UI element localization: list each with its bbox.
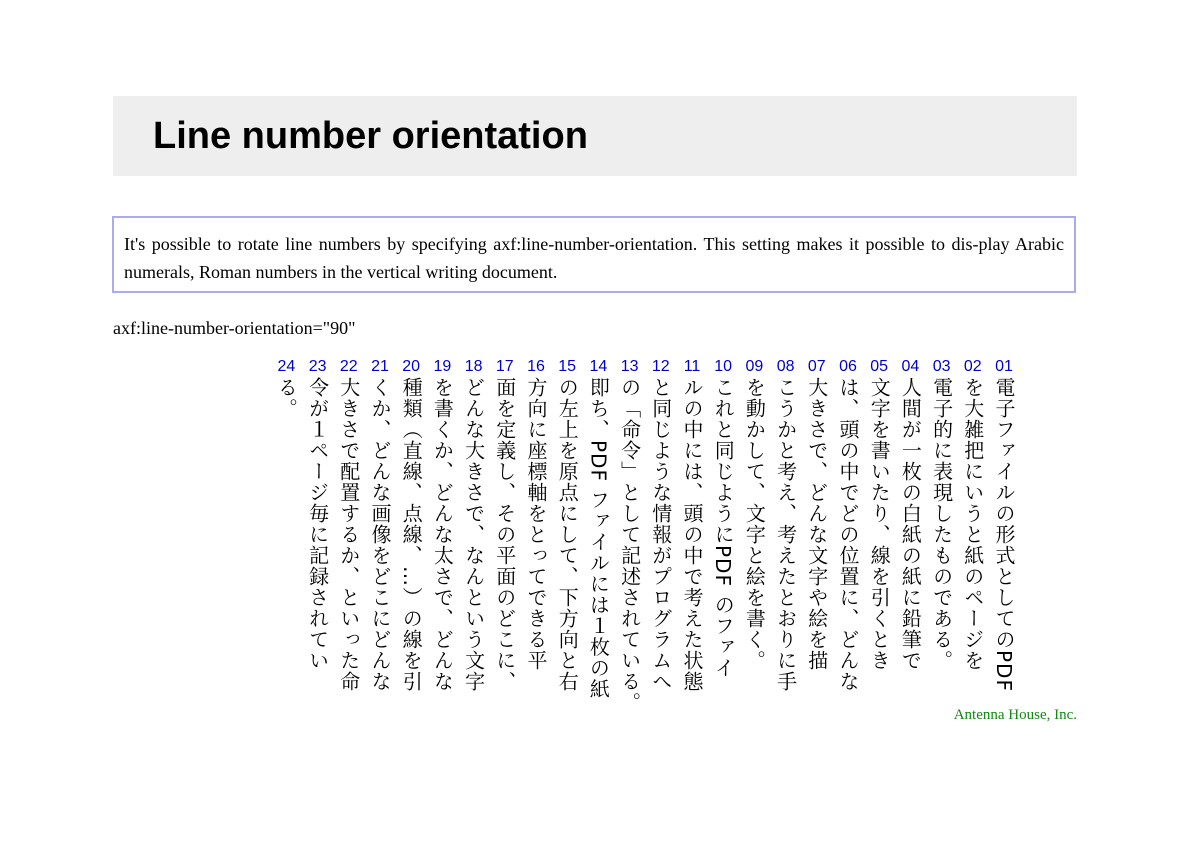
line-number: 06 — [839, 358, 857, 375]
line-number: 03 — [932, 358, 951, 375]
line-text: 人間が一枚の白紙の紙に鉛筆で — [898, 377, 923, 671]
line-text: 大きさで配置するか、といった命 — [336, 377, 361, 692]
line-number: 08 — [776, 358, 795, 375]
line-text: 電子的に表現したものである。 — [929, 377, 954, 671]
vertical-line — [958, 357, 988, 692]
description-text: It's possible to rotate line numbers by specifying axf:line-number-orientation. This setting makes it possible to dis-play Arabic numerals, Roman numbers in the vertical writing document. — [124, 234, 1064, 282]
line-number: 05 — [870, 358, 889, 375]
vertical-text-block — [274, 357, 1019, 713]
line-number: 21 — [371, 358, 389, 375]
description-box — [112, 216, 1076, 293]
vertical-line — [833, 357, 863, 692]
line-number: 22 — [339, 358, 358, 375]
line-text: 即ち、PDF ファイルには１枚の紙 — [586, 377, 611, 700]
line-number: 04 — [901, 358, 920, 375]
line-number: 02 — [963, 358, 982, 375]
line-number: 15 — [558, 358, 577, 375]
vertical-line — [895, 357, 925, 692]
line-text: これと同じようにPDF のファイ — [711, 377, 736, 679]
vertical-line — [459, 357, 489, 692]
vertical-line — [365, 357, 395, 692]
line-number: 19 — [433, 358, 452, 375]
line-number: 20 — [402, 358, 421, 375]
line-text: を大雑把にいうと紙のページを — [960, 377, 985, 671]
line-text: どんな大きさで、なんという文字 — [461, 377, 486, 692]
vertical-line — [615, 357, 645, 713]
vertical-line — [334, 357, 364, 692]
line-text: 種類（直線、点線、…）の線を引 — [399, 377, 424, 692]
vertical-line — [677, 357, 707, 692]
line-number: 11 — [683, 358, 701, 375]
line-number: 12 — [651, 358, 670, 375]
line-text: 大きさで、どんな文字や絵を描 — [804, 377, 829, 671]
vertical-line — [396, 357, 426, 692]
line-text: 文字を書いたり、線を引くとき — [867, 377, 892, 671]
vertical-line — [989, 357, 1019, 692]
line-text: 令が１ページ毎に記録されてい — [305, 377, 330, 671]
line-text: る。 — [274, 377, 299, 419]
line-number: 07 — [807, 358, 826, 375]
line-text: 面を定義し、その平面のどこに、 — [492, 377, 517, 692]
vertical-line — [271, 357, 301, 692]
vertical-line — [552, 357, 582, 692]
orientation-example-label: axf:line-number-orientation="90" — [113, 318, 356, 338]
line-text: の「命令」として記述されている。 — [617, 377, 642, 713]
line-text: の左上を原点にして、下方向と右 — [555, 377, 580, 692]
page-title: Line number orientation — [153, 115, 588, 157]
line-number: 18 — [464, 358, 483, 375]
vertical-line — [303, 357, 333, 692]
line-text: 電子ファイルの形式としてのPDF — [992, 377, 1016, 692]
line-number: 01 — [995, 358, 1013, 375]
vertical-line — [802, 357, 832, 692]
line-number: 09 — [745, 358, 764, 375]
vertical-line — [927, 357, 957, 692]
line-number: 24 — [277, 358, 296, 375]
vertical-line — [583, 357, 613, 700]
line-text: くか、どんな画像をどこにどんな — [368, 377, 392, 692]
vertical-line — [427, 357, 457, 692]
vertical-line — [490, 357, 520, 692]
line-text: を動かして、文字と絵を書く。 — [742, 377, 767, 671]
line-number: 13 — [620, 358, 639, 375]
line-text: と同じような情報がプログラムへ — [648, 377, 673, 692]
vertical-line — [521, 357, 551, 692]
line-text: ルの中には、頭の中で考えた状態 — [680, 377, 704, 692]
line-number: 14 — [589, 358, 608, 375]
line-number: 16 — [527, 358, 545, 375]
line-text: は、頭の中でどの位置に、どんな — [836, 377, 860, 692]
vertical-line — [771, 357, 801, 692]
title-band — [113, 96, 1077, 176]
vertical-line — [739, 357, 769, 692]
line-text: を書くか、どんな太さで、どんな — [430, 377, 455, 692]
footer-company: Antenna House, Inc. — [953, 707, 1077, 723]
vertical-line — [646, 357, 676, 692]
line-text: 方向に座標軸をとってできる平 — [524, 377, 548, 671]
vertical-line — [864, 357, 894, 692]
line-number: 10 — [714, 358, 733, 375]
line-number: 17 — [495, 358, 514, 375]
line-text: こうかと考え、考えたとおりに手 — [773, 377, 798, 692]
vertical-line — [708, 357, 738, 692]
line-number: 23 — [308, 358, 327, 375]
